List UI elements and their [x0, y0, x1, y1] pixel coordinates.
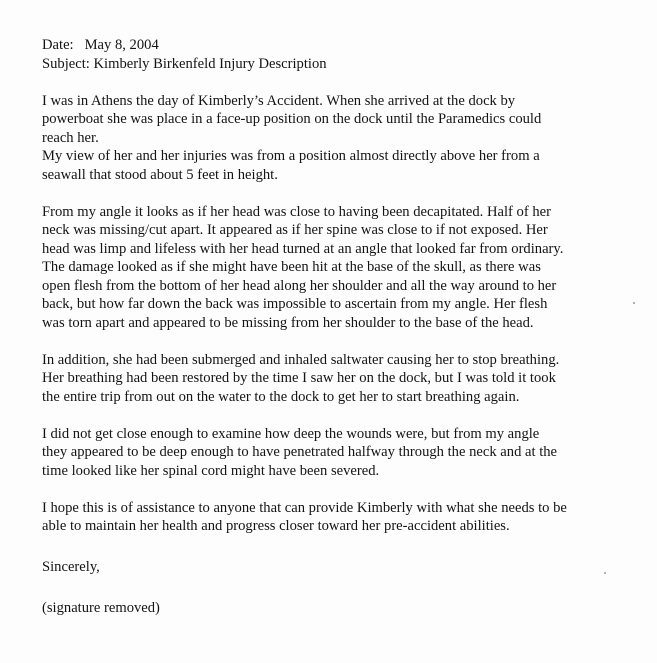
paragraph-line: I hope this is of assistance to anyone that can provide Kimberly with what she needs to be [42, 499, 567, 516]
date-label: Date: [42, 37, 74, 53]
paragraph-line: seawall that stood about 5 feet in height. [42, 166, 278, 183]
paragraph-line: they appeared to be deep enough to have penetrated halfway through the neck and at the [42, 444, 558, 460]
subject-line [42, 55, 654, 74]
paragraph-line: powerboat she was place in a face-up position on the dock until the Paramedics could [42, 111, 542, 127]
signature-placeholder: (signature removed) [42, 600, 160, 616]
spacer [42, 581, 654, 600]
subject-label: Subject: [42, 55, 90, 72]
scan-speck [604, 572, 606, 574]
paragraph-3 [42, 351, 654, 407]
paragraph-line: able to maintain her health and progress closer toward her pre-accident abilities. [42, 518, 510, 534]
paragraph-line: The damage looked as if she might have been hit at the base of the skull, as there was [42, 259, 541, 275]
paragraph-line: back, but how far down the back was impossible to ascertain from my angle. Her flesh [42, 296, 548, 312]
spacer [42, 184, 654, 203]
paragraph-1 [42, 92, 654, 185]
paragraph-line: was torn apart and appeared to be missing from her shoulder to the base of the head. [42, 314, 534, 331]
letter-body [42, 36, 654, 618]
spacer [42, 536, 654, 555]
spacer [42, 406, 654, 425]
paragraph-line: My view of her and her injuries was from a position almost directly above her from a [42, 148, 540, 164]
spacer [42, 480, 654, 499]
paragraph-line: I was in Athens the day of Kimberly’s Accident. When she arrived at the dock by [42, 92, 516, 109]
paragraph-4 [42, 425, 654, 481]
paragraph-line: neck was missing/cut apart. It appeared as if her spine was close to if not exposed. Her [42, 222, 548, 238]
paragraph-line: head was limp and lifeless with her head turned at an angle that looked far from ordinary. [42, 240, 564, 257]
paragraph-line: In addition, she had been submerged and inhaled saltwater causing her to stop breathing. [42, 351, 560, 368]
spacer [42, 332, 654, 351]
date-value: May 8, 2004 [84, 37, 159, 53]
paragraph-line: time looked like her spinal cord might have been severed. [42, 462, 380, 479]
closing-salutation: Sincerely, [42, 559, 100, 575]
paragraph-2 [42, 203, 654, 333]
date-line [42, 36, 654, 55]
paragraph-line: Her breathing had been restored by the time I saw her on the dock, but I was told it took [42, 370, 556, 386]
paragraph-line: From my angle it looks as if her head was close to having been decapitated. Half of her [42, 203, 551, 220]
spacer [42, 73, 654, 92]
paragraph-5 [42, 499, 654, 536]
paragraph-line: the entire trip from out on the water to the dock to get her to start breathing again. [42, 388, 520, 405]
paragraph-line: reach her. [42, 129, 99, 146]
paragraph-line: open flesh from the bottom of her head along her shoulder and all the way around to her [42, 277, 557, 294]
paragraph-line: I did not get close enough to examine how deep the wounds were, but from my angle [42, 425, 540, 442]
subject-value: Kimberly Birkenfeld Injury Description [93, 55, 327, 72]
scan-speck [633, 302, 635, 304]
